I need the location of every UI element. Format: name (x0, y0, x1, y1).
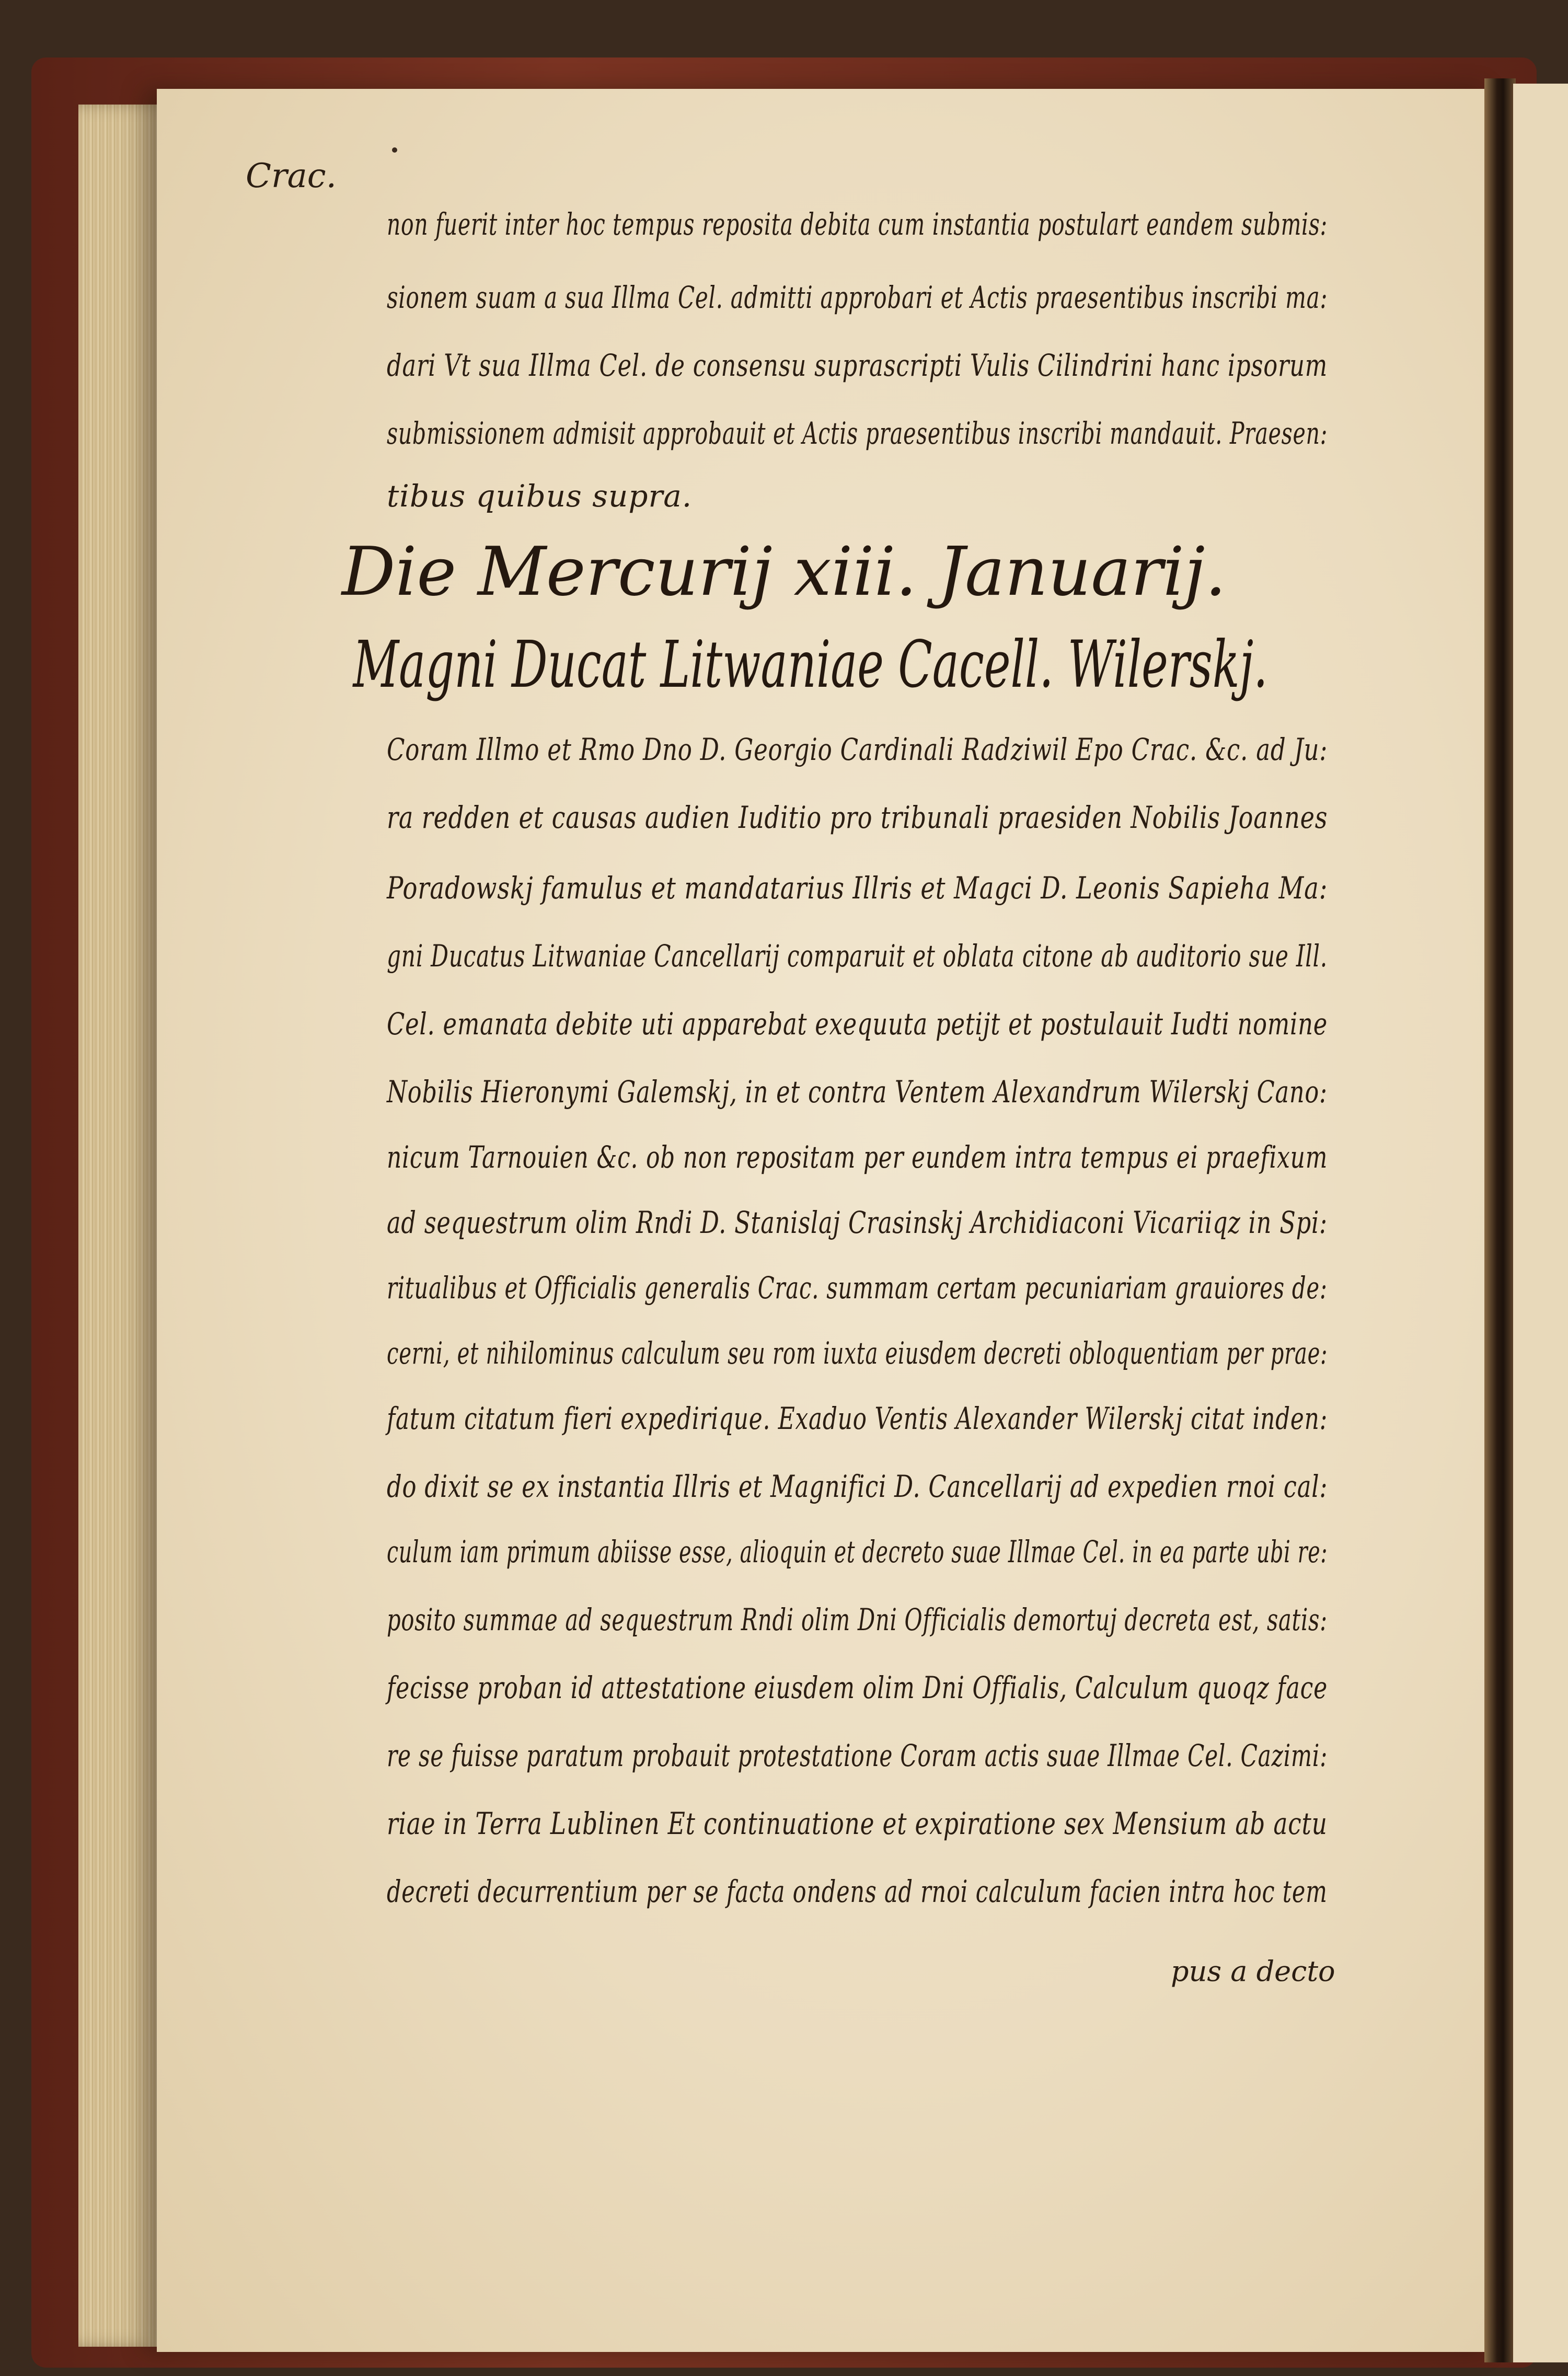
text-line: do dixit se ex instantia Illris et Magnifici D. Cancellarij ad expedien rnoi cal: (387, 1469, 1328, 1504)
text-line: fatum citatum fieri expedirique. Exaduo Ventis Alexander Wilerskj citat inden: (387, 1401, 1328, 1436)
text-line: ad sequestrum olim Rndi D. Stanislaj Crasinskj Archidiaconi Vicariiqz in Spi: (387, 1205, 1328, 1240)
text-line: tibus quibus supra. (387, 478, 693, 514)
text-line: nicum Tarnouien &c. ob non repositam per eundem intra tempus ei praefixum (387, 1139, 1328, 1175)
book-gutter (1484, 78, 1516, 2362)
facing-page-edge (1513, 84, 1568, 2362)
text-line: gni Ducatus Litwaniae Cancellarij comparuit et oblata citone ab auditorio sue Ill. (387, 938, 1328, 974)
text-line: Nobilis Hieronymi Galemskj, in et contra Ventem Alexandrum Wilerskj Cano: (387, 1074, 1328, 1110)
text-line: non fuerit inter hoc tempus reposita debita cum instantia postulart eandem submis: (387, 206, 1328, 242)
text-line: ra redden et causas audien Iuditio pro tribunali praesiden Nobilis Joannes (387, 800, 1328, 835)
text-line: submissionem admisit approbauit et Actis praesentibus inscribi mandauit. Praesen: (387, 416, 1328, 451)
catchword: pus a decto (1171, 1955, 1335, 1988)
text-line: Cel. emanata debite uti apparebat exequuta petijt et postulauit Iudti nomine (387, 1006, 1328, 1042)
text-line: decreti decurrentium per se facta ondens ad rnoi calculum facien intra hoc tem (387, 1874, 1328, 1909)
text-line: culum iam primum abiisse esse, alioquin et decreto suae Illmae Cel. in ea parte ubi re: (387, 1534, 1328, 1570)
text-line: sionem suam a sua Illma Cel. admitti approbari et Actis praesentibus inscribi ma: (387, 280, 1328, 315)
text-line: riae in Terra Lublinen Et continuatione et expiratione sex Mensium ab actu (387, 1806, 1328, 1841)
text-line: Poradowskj famulus et mandatarius Illris et Magci D. Leonis Sapieha Ma: (387, 870, 1328, 906)
text-line: cerni, et nihilominus calculum seu rom iuxta eiusdem decreti obloquentiam per prae: (387, 1335, 1328, 1371)
text-line: posito summae ad sequestrum Rndi olim Dni Officialis demortuj decreta est, satis: (387, 1602, 1328, 1637)
text-line: fecisse proban id attestatione eiusdem olim Dni Offialis, Calculum quoqz face (387, 1670, 1328, 1705)
entry-heading-date: Die Mercurij xiii. Januarij. (341, 533, 1227, 611)
entry-heading-parties: Magni Ducat Litwaniae Cacell. Wilerskj. (352, 627, 1267, 702)
text-line: ritualibus et Officialis generalis Crac. summam certam pecuniariam grauiores de: (387, 1270, 1328, 1306)
text-line: Coram Illmo et Rmo Dno D. Georgio Cardinali Radziwil Epo Crac. &c. ad Ju: (387, 732, 1328, 767)
ink-dot (392, 147, 397, 153)
text-line: dari Vt sua Illma Cel. de consensu suprascripti Vulis Cilindrini hanc ipsorum (387, 348, 1328, 383)
margin-note: Crac. (246, 157, 337, 195)
text-line: re se fuisse paratum probauit protestatione Coram actis suae Illmae Cel. Cazimi: (387, 1738, 1328, 1773)
